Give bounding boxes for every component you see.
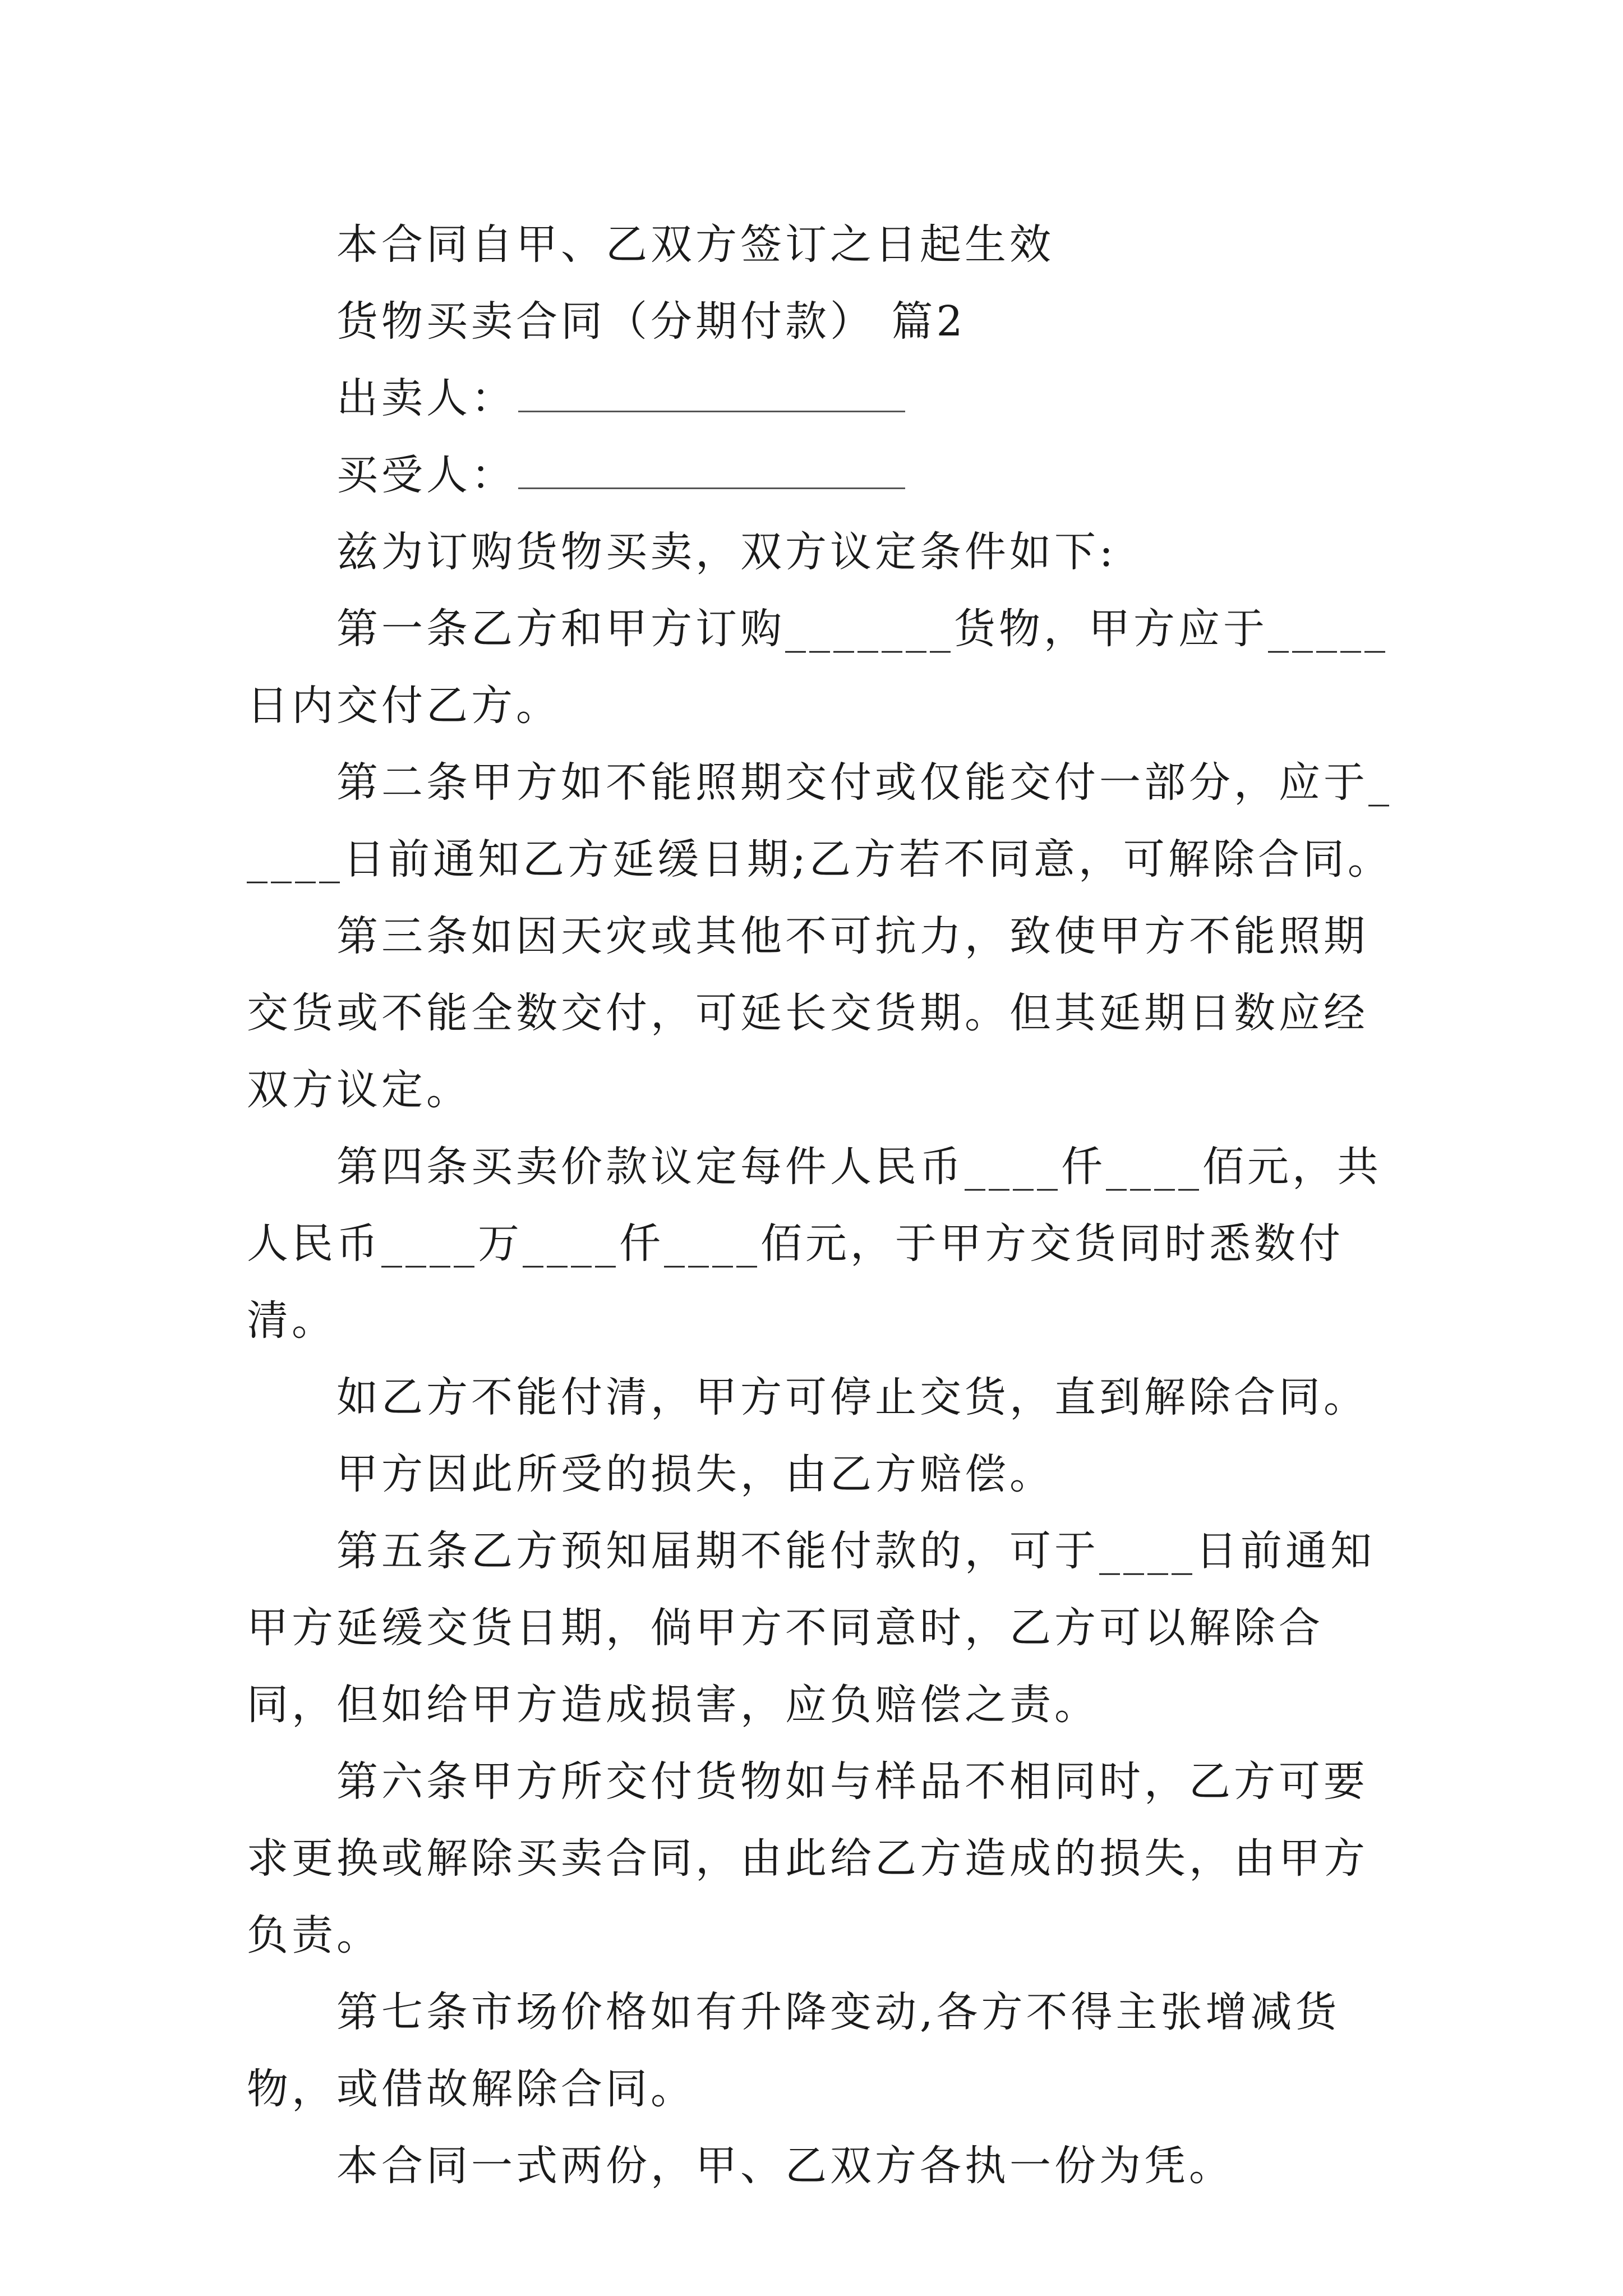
contract-text [247,206,1402,2205]
article-4-note-1: 如乙方不能付清，甲方可停止交货，直到解除合同。 [336,1373,1368,1421]
article-2: 第二条甲方如不能照期交付或仅能交付一部分，应于_____日前通知乙方延缓日期;乙方若不同意，可解除合同。 [247,758,1393,884]
article-1: 第一条乙方和甲方订购_______货物，甲方应于_____日内交付乙方。 [247,605,1389,730]
article-6: 第六条甲方所交付货物如与样品不相同时，乙方可要求更换或解除买卖合同，由此给乙方造成的损失，由甲方负责。 [247,1757,1368,1959]
buyer-label: 买受人： [336,451,516,499]
contract-title: 货物买卖合同（分期付款） 篇2 [336,297,966,346]
article-5: 第五条乙方预知届期不能付款的，可于____日前通知甲方延缓交货日期，倘甲方不同意时，乙方可以解除合同，但如给甲方造成损害，应负赔偿之责。 [247,1527,1375,1729]
article-3: 第三条如因天灾或其他不可抗力，致使甲方不能照期交货或不能全数交付，可延长交货期。但其延期日数应经双方议定。 [247,912,1368,1114]
effective-clause: 本合同自甲、乙双方签订之日起生效 [336,220,1054,269]
article-4-note-2: 甲方因此所受的损失，由乙方赔偿。 [336,1450,1054,1498]
article-7: 第七条市场价格如有升降变动,各方不得主张增减货物，或借故解除合同。 [247,1988,1340,2113]
buyer-blank [518,446,905,489]
seller-blank [518,369,905,412]
copies-clause: 本合同一式两份，甲、乙双方各执一份为凭。 [336,2142,1234,2190]
seller-label: 出卖人： [336,374,516,422]
intro-paragraph: 兹为订购货物买卖，双方议定条件如下: [336,528,1117,576]
article-4: 第四条买卖价款议定每件人民币____仟____佰元，共人民币____万____仟____佰元，于甲方交货同时悉数付清。 [247,1143,1382,1345]
buyer-line [247,437,1402,514]
seller-line [247,360,1402,437]
